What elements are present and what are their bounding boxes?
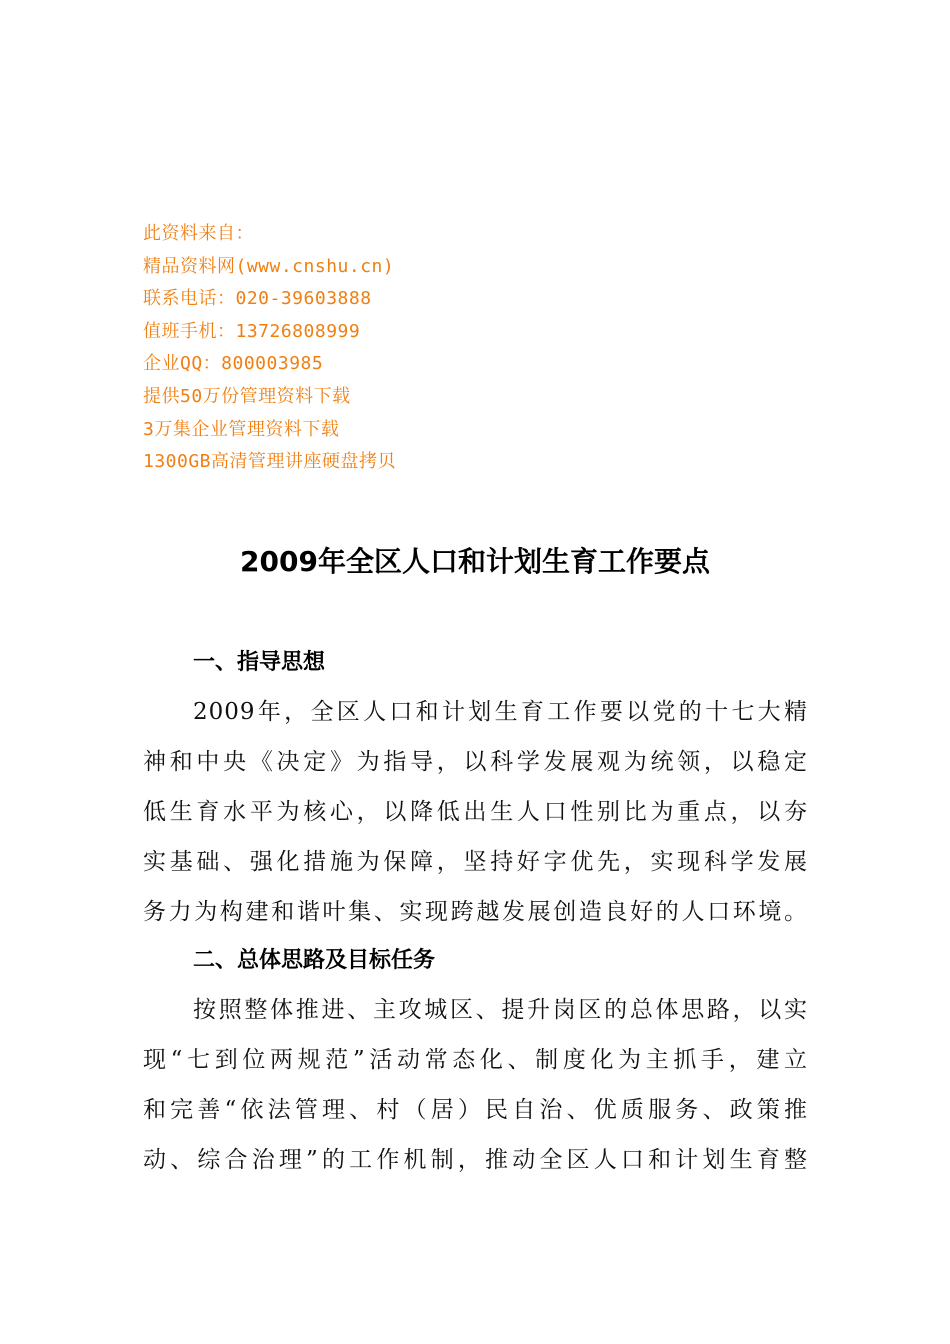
source-line: 3万集企业管理资料下载 — [143, 418, 340, 440]
source-line: 提供50万份管理资料下载 — [143, 385, 351, 407]
paragraph-line: 和完善“依法管理、村（居）民自治、优质服务、政策推 — [143, 1097, 808, 1123]
paragraph-line: 实基础、强化措施为保障，坚持好字优先，实现科学发展 — [143, 849, 808, 875]
paragraph-line: 神和中央《决定》为指导，以科学发展观为统领，以稳定 — [143, 749, 808, 775]
source-line: 1300GB高清管理讲座硬盘拷贝 — [143, 451, 397, 473]
paragraph-line: 低生育水平为核心，以降低出生人口性别比为重点，以夯 — [143, 799, 808, 825]
section-paragraph — [143, 687, 808, 937]
section-heading: 一、指导思想 — [193, 650, 326, 675]
paragraph-line: 按照整体推进、主攻城区、提升岗区的总体思路，以实 — [193, 997, 808, 1023]
source-line-website: 精品资料网(www.cnshu.cn) — [143, 255, 395, 277]
source-line-phone: 联系电话：020-39603888 — [143, 288, 372, 310]
source-line-mobile: 值班手机：13726808999 — [143, 320, 361, 342]
section-paragraph — [143, 985, 808, 1185]
section-heading: 二、总体思路及目标任务 — [193, 948, 436, 973]
paragraph-line: 务力为构建和谐叶集、实现跨越发展创造良好的人口环境。 — [143, 899, 808, 925]
source-notice — [143, 218, 396, 479]
paragraph-line: 2009年，全区人口和计划生育工作要以党的十七大精 — [193, 699, 808, 725]
paragraph-line: 现“七到位两规范”活动常态化、制度化为主抓手，建立 — [143, 1047, 808, 1073]
paragraph-line: 动、综合治理”的工作机制，推动全区人口和计划生育整 — [143, 1147, 808, 1173]
source-line: 此资料来自： — [143, 223, 254, 244]
document-title: 2009年全区人口和计划生育工作要点 — [240, 545, 710, 578]
source-line-qq: 企业QQ：800003985 — [143, 353, 324, 375]
